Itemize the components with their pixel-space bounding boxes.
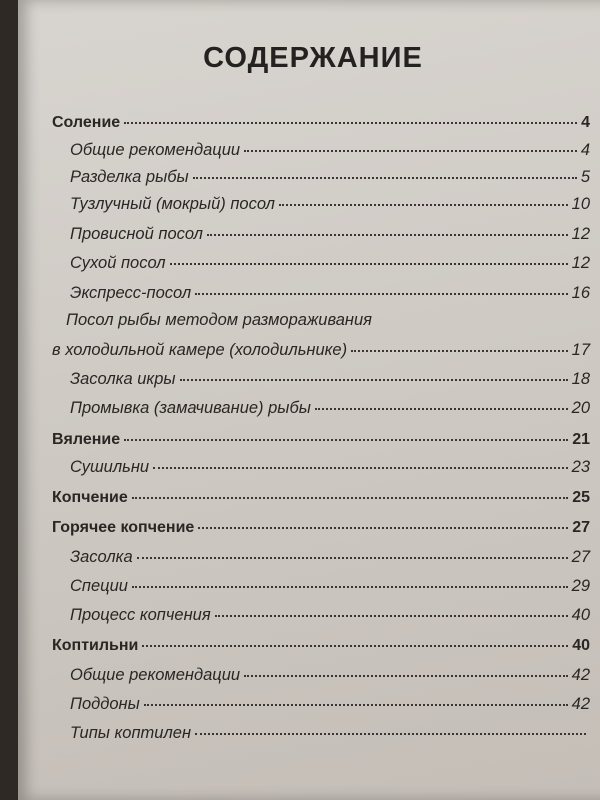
toc-section xyxy=(52,114,590,132)
dot-leader xyxy=(144,704,568,706)
toc-entry xyxy=(66,311,590,330)
toc-entry xyxy=(70,168,590,187)
dot-leader xyxy=(132,586,568,588)
toc-label: Сухой посол xyxy=(70,254,166,272)
page-number: 42 xyxy=(571,695,590,713)
dot-leader xyxy=(195,293,567,295)
toc-section xyxy=(52,637,590,655)
page-number: 16 xyxy=(571,284,590,302)
toc-entry xyxy=(70,724,590,743)
toc-entry xyxy=(70,666,590,685)
toc-section xyxy=(52,489,590,507)
toc-label: Промывка (замачивание) рыбы xyxy=(70,399,311,417)
page-number: 4 xyxy=(580,141,590,159)
book-page xyxy=(18,0,600,800)
toc-label: Общие рекомендации xyxy=(70,141,241,159)
dot-leader xyxy=(170,263,568,265)
dot-leader xyxy=(351,350,568,352)
dot-leader xyxy=(142,645,568,647)
toc-label: Общие рекомендации xyxy=(70,666,241,684)
dot-leader xyxy=(132,497,568,499)
toc-entry xyxy=(70,254,590,273)
page-number: 18 xyxy=(571,370,590,388)
toc-entry xyxy=(70,695,590,714)
toc-entry xyxy=(70,225,590,244)
toc-label: Экспресс-посол xyxy=(70,284,192,302)
page-number: 20 xyxy=(571,399,590,417)
page-number: 21 xyxy=(572,431,590,448)
toc-label: Провисной посол xyxy=(70,225,203,243)
toc-label: Типы коптилен xyxy=(70,724,192,742)
toc-entry xyxy=(70,458,590,477)
toc-label: Копчение xyxy=(52,489,128,506)
toc-entry xyxy=(70,577,590,596)
toc-entry xyxy=(70,399,590,418)
toc-label: Горячее копчение xyxy=(52,519,195,536)
page-number: 12 xyxy=(571,225,590,243)
page-number: 27 xyxy=(571,548,590,566)
toc-entry xyxy=(70,606,590,625)
page-number: 40 xyxy=(571,606,590,624)
toc-entry xyxy=(70,284,590,303)
toc-entry xyxy=(70,370,590,389)
page-number: 4 xyxy=(581,114,590,131)
page-number: 10 xyxy=(571,195,590,213)
toc-label: Сушильни xyxy=(70,458,150,476)
toc-section xyxy=(52,519,590,537)
dot-leader xyxy=(137,557,568,559)
toc-label: Процесс копчения xyxy=(70,606,211,624)
dot-leader xyxy=(279,204,568,206)
page-number: 25 xyxy=(572,489,590,506)
toc-label: Разделка рыбы xyxy=(70,168,189,186)
page-number: 17 xyxy=(571,341,590,359)
toc-label: Поддоны xyxy=(70,695,140,713)
page-number: 29 xyxy=(571,577,590,595)
dot-leader xyxy=(153,467,568,469)
toc-entry xyxy=(70,141,590,160)
dot-leader xyxy=(215,615,568,617)
dot-leader xyxy=(198,527,568,529)
page-number: 23 xyxy=(571,458,590,476)
dot-leader xyxy=(124,439,568,441)
toc-label: Коптильни xyxy=(52,637,139,654)
dot-leader xyxy=(124,122,577,124)
toc-entry xyxy=(52,341,590,360)
dot-leader xyxy=(193,177,577,179)
toc-label: в холодильной камере (холодильнике) xyxy=(52,341,348,359)
toc-label: Соление xyxy=(52,114,121,131)
page-title: СОДЕРЖАНИЕ xyxy=(203,42,423,74)
toc-section xyxy=(52,431,590,449)
page-number: 40 xyxy=(572,637,590,654)
toc-label: Тузлучный (мокрый) посол xyxy=(70,195,275,213)
dot-leader xyxy=(180,379,568,381)
toc-label: Засолка икры xyxy=(70,370,176,388)
page-number: 42 xyxy=(571,666,590,684)
toc-label: Специи xyxy=(70,577,128,595)
toc-label: Засолка xyxy=(70,548,133,566)
page-number: 12 xyxy=(571,254,590,272)
dot-leader xyxy=(244,150,577,152)
dot-leader xyxy=(244,675,568,677)
toc-label: Вяление xyxy=(52,431,121,448)
page-number: 5 xyxy=(580,168,590,186)
toc-label: Посол рыбы методом размораживания xyxy=(66,311,372,329)
dot-leader xyxy=(315,408,568,410)
toc-entry xyxy=(70,548,590,567)
dot-leader xyxy=(195,733,586,735)
toc-entry xyxy=(70,195,590,214)
dot-leader xyxy=(207,234,568,236)
page-number: 27 xyxy=(572,519,590,536)
